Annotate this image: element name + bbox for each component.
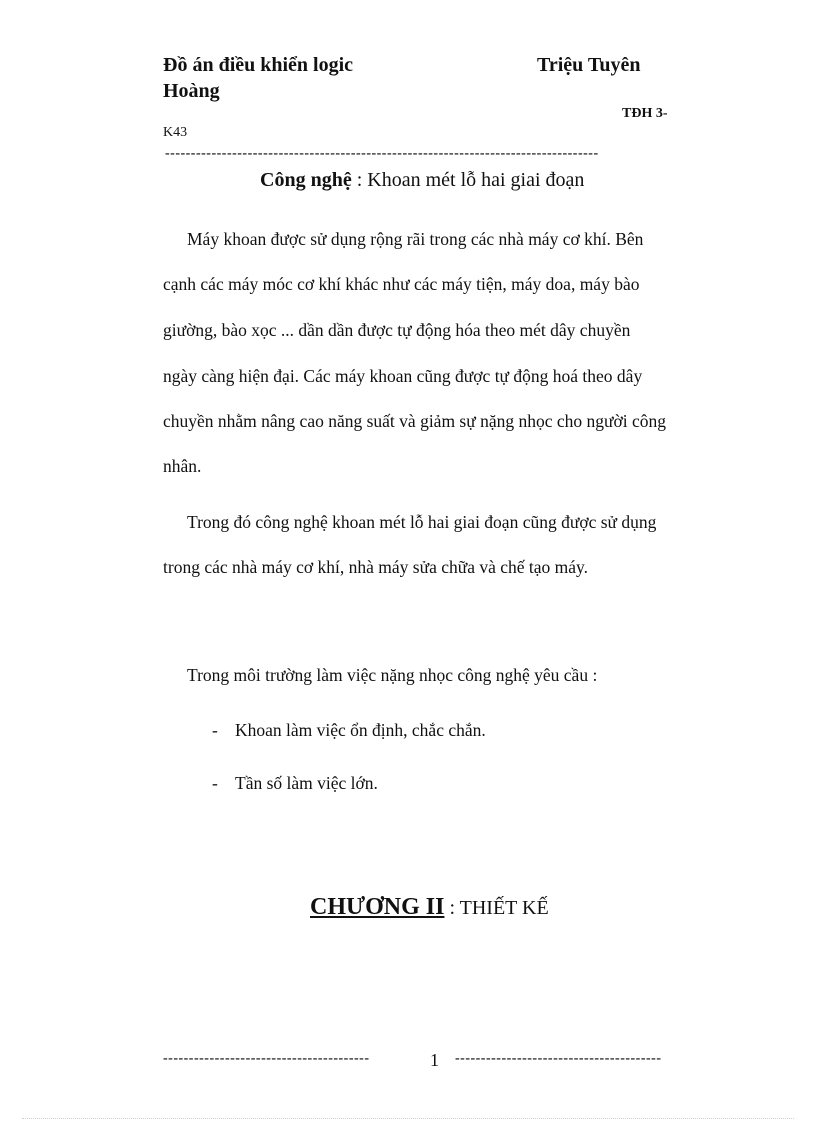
header-separator: ------------------------------------------------------------------------------------ (165, 146, 599, 161)
list-bullet: - (212, 773, 218, 793)
title-label: Công nghệ (260, 169, 352, 191)
paragraph-line: giường, bào xọc ... dần dần được tự động hóa theo mét dây chuyền (163, 320, 631, 340)
paragraph-line: cạnh các máy móc cơ khí khác như các máy tiện, máy doa, máy bào (163, 274, 640, 294)
header-class-code-cont: K43 (163, 125, 188, 140)
page-number: 1 (430, 1050, 439, 1070)
header-author-name: Triệu Tuyên (537, 54, 641, 76)
paragraph-line: chuyền nhằm nâng cao năng suất và giảm sự nặng nhọc cho người công (163, 411, 667, 431)
footer-right-dashes: ---------------------------------------- (455, 1051, 662, 1066)
list-item-text: Khoan làm việc ổn định, chắc chắn. (235, 720, 486, 740)
title-value: : Khoan mét lỗ hai giai đoạn (351, 169, 585, 191)
chapter-heading (310, 894, 549, 921)
paragraph-line: nhân. (163, 456, 202, 476)
paragraph-line: ngày càng hiện đại. Các máy khoan cũng được tự động hoá theo dây (163, 366, 643, 386)
paragraph-line: trong các nhà máy cơ khí, nhà máy sửa chữa và chế tạo máy. (163, 557, 589, 577)
footer-left-dashes: ---------------------------------------- (163, 1051, 370, 1066)
header-class-code: TĐH 3- (622, 106, 668, 121)
list-bullet: - (212, 720, 218, 740)
requirements-intro: Trong môi trường làm việc nặng nhọc công nghệ yêu cầu : (187, 665, 598, 685)
header-doc-title: Đồ án điều khiển logic (163, 54, 354, 76)
page-title (260, 169, 584, 192)
chapter-label: CHƯƠNG II (310, 894, 445, 920)
list-item-text: Tần số làm việc lớn. (235, 773, 378, 793)
chapter-title: : THIẾT KẾ (444, 897, 549, 919)
paragraph-line: Máy khoan được sử dụng rộng rãi trong các nhà máy cơ khí. Bên (187, 229, 644, 249)
paragraph-line: Trong đó công nghệ khoan mét lỗ hai giai đoạn cũng được sử dụng (187, 512, 657, 532)
page-bottom-border (22, 1118, 794, 1119)
header-author-name-cont: Hoàng (163, 80, 220, 102)
